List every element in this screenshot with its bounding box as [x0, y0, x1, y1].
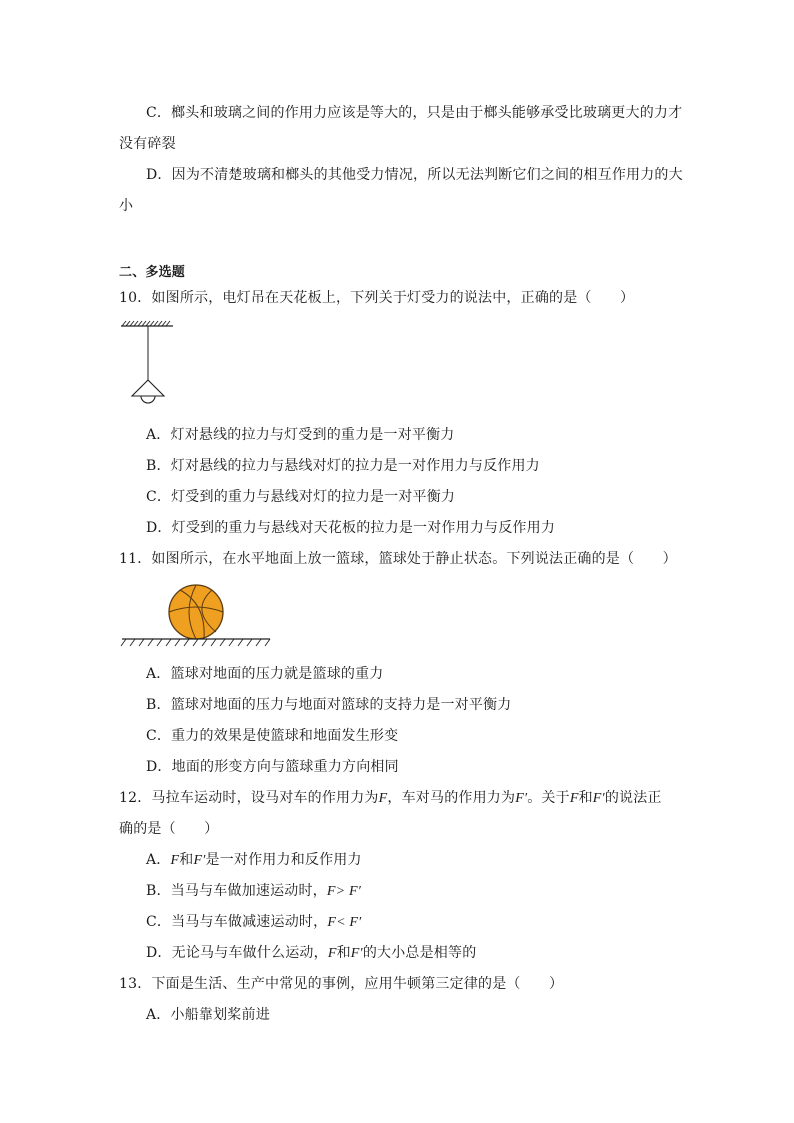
q12-option-c: C．当马与车做减速运动时，F< F′ — [146, 914, 362, 930]
prev-option-d-line1: D．因为不清楚玻璃和榔头的其他受力情况，所以无法判断它们之间的相互作用力的大 — [146, 167, 683, 183]
q11-option-a: A．篮球对地面的压力就是篮球的重力 — [146, 666, 384, 682]
q12-stem-line1: 12．马拉车运动时，设马对车的作用力为F，车对马的作用力为F′。关于F和F′的说法正 — [119, 790, 662, 806]
q12-stem-line2: 确的是（ ） — [119, 821, 219, 837]
prev-option-c-line1: C．榔头和玻璃之间的作用力应该是等大的，只是由于榔头能够承受比玻璃更大的力才 — [146, 105, 683, 121]
q10-option-b: B．灯对悬线的拉力与悬线对灯的拉力是一对作用力与反作用力 — [146, 458, 540, 474]
var-f-prime: F′ — [515, 791, 528, 806]
hanging-lamp-figure — [118, 320, 178, 412]
q11-stem: 11．如图所示，在水平地面上放一篮球，篮球处于静止状态。下列说法正确的是（ ） — [119, 551, 677, 567]
basketball-on-ground-figure — [120, 580, 274, 650]
q11-option-c: C．重力的效果是使篮球和地面发生形变 — [146, 728, 399, 744]
q12-option-a: A．F和F′是一对作用力和反作用力 — [146, 852, 362, 868]
q13-option-a: A．小船靠划桨前进 — [146, 1007, 270, 1023]
q11-option-b: B．篮球对地面的压力与地面对篮球的支持力是一对平衡力 — [146, 697, 512, 713]
q13-stem: 13．下面是生活、生产中常见的事例，应用牛顿第三定律的是（ ） — [119, 976, 564, 992]
q11-option-d: D．地面的形变方向与篮球重力方向相同 — [146, 759, 399, 775]
q12-option-b: B．当马与车做加速运动时，F> F′ — [146, 883, 362, 899]
prev-option-d-line2: 小 — [119, 198, 134, 214]
q12-option-d: D．无论马与车做什么运动，F和F′的大小总是相等的 — [146, 945, 477, 961]
prev-option-c-line2: 没有碎裂 — [119, 136, 176, 152]
section-heading: 二、多选题 — [119, 265, 186, 280]
q10-option-c: C．灯受到的重力与悬线对灯的拉力是一对平衡力 — [146, 489, 456, 505]
q10-stem: 10．如图所示，电灯吊在天花板上，下列关于灯受力的说法中，正确的是（ ） — [119, 290, 635, 306]
q10-option-d: D．灯受到的重力与悬线对天花板的拉力是一对作用力与反作用力 — [146, 520, 556, 536]
var-f: F — [378, 791, 388, 806]
q10-option-a: A．灯对悬线的拉力与灯受到的重力是一对平衡力 — [146, 427, 455, 443]
